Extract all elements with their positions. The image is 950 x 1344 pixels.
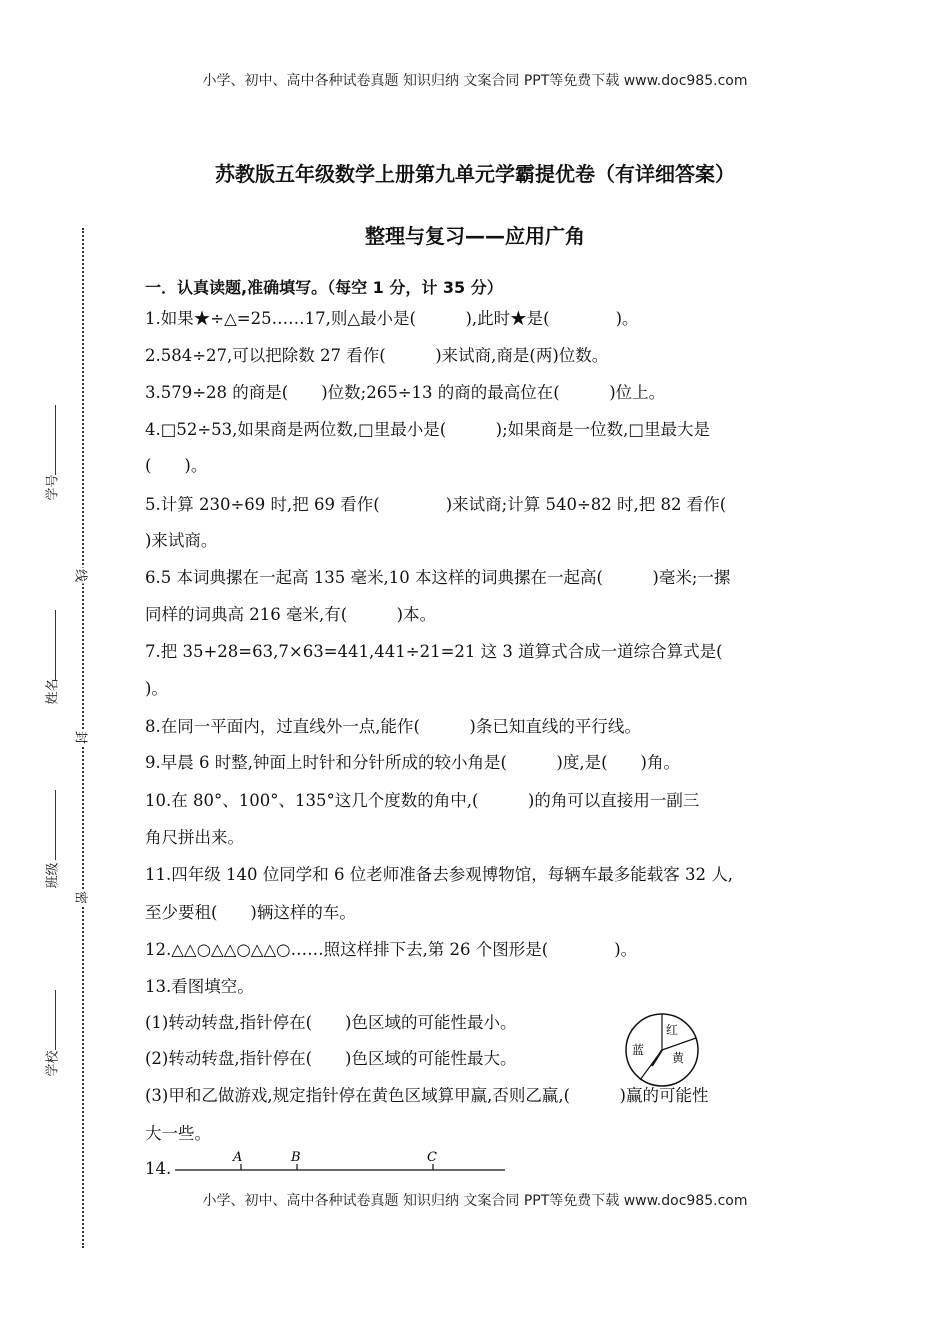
- cut-mark-line: 线: [73, 568, 92, 584]
- cut-mark-secret: 密: [73, 890, 92, 906]
- question-2: 2.584÷27,可以把除数 27 看作( )来试商,商是(两)位数。: [145, 346, 609, 365]
- line-diagram: [175, 1148, 515, 1188]
- spinner-divider-right: [662, 1038, 696, 1050]
- field-line-name: [55, 610, 56, 680]
- question-9: 9.早晨 6 时整,钟面上时针和分针所成的较小角是( )度,是( )角。: [145, 753, 680, 772]
- question-10-cont: 角尺拼出来。: [145, 828, 244, 847]
- question-6: 6.5 本词典摞在一起高 135 毫米,10 本这样的词典摞在一起高( )毫米;一摞: [145, 568, 731, 587]
- question-3: 3.579÷28 的商是( )位数;265÷13 的商的最高位在( )位上。: [145, 383, 666, 402]
- section-heading: 一．认真读题,准确填写。（每空 1 分，计 35 分）: [145, 278, 503, 297]
- question-6-cont: 同样的词典高 216 毫米,有( )本。: [145, 605, 437, 624]
- field-label-student-id: 学号: [45, 474, 61, 501]
- question-5: 5.计算 230÷69 时,把 69 看作( )来试商;计算 540÷82 时,把 82 看作(: [145, 495, 727, 514]
- question-1: 1.如果★÷△=25……17,则△最小是( ),此时★是( )。: [145, 309, 639, 328]
- question-10: 10.在 80°、100°、135°这几个度数的角中,( )的角可以直接用一副三: [145, 791, 700, 810]
- question-11-cont: 至少要租( )辆这样的车。: [145, 903, 356, 922]
- page-title: 苏教版五年级数学上册第九单元学霸提优卷（有详细答案）: [215, 162, 735, 186]
- question-13-3-cont: 大一些。: [145, 1124, 211, 1143]
- question-11: 11.四年级 140 位同学和 6 位老师准备去参观博物馆，每辆车最多能载客 32 人,: [145, 865, 733, 884]
- field-label-class: 班级: [45, 862, 61, 889]
- spinner-label-red: 红: [666, 1023, 679, 1037]
- question-4: 4.□52÷53,如果商是两位数,□里最小是( );如果商是一位数,□里最大是: [145, 420, 710, 439]
- point-label-a: A: [233, 1150, 243, 1165]
- field-label-name: 姓名: [45, 678, 61, 705]
- question-8: 8.在同一平面内，过直线外一点,能作( )条已知直线的平行线。: [145, 717, 641, 736]
- spinner-label-blue: 蓝: [632, 1043, 645, 1057]
- point-label-b: B: [291, 1150, 301, 1165]
- page-subtitle: 整理与复习——应用广角: [365, 224, 585, 248]
- question-7: 7.把 35+28=63,7×63=441,441÷21=21 这 3 道算式合成一道综合算式是(: [145, 642, 723, 661]
- page-header: 小学、初中、高中各种试卷真题 知识归纳 文案合同 PPT等免费下载 www.doc985.com: [202, 73, 748, 89]
- question-14: 14.: [145, 1159, 172, 1178]
- cut-mark-seal: 封: [73, 730, 92, 746]
- question-12: 12.△△○△△○△△○……照这样排下去,第 26 个图形是( )。: [145, 940, 638, 959]
- question-13-1: (1)转动转盘,指针停在( )色区域的可能性最小。: [145, 1013, 517, 1032]
- field-line-school: [55, 990, 56, 1050]
- question-4-cont: ( )。: [145, 456, 208, 475]
- spinner-diagram: [622, 1010, 702, 1090]
- question-13-2: (2)转动转盘,指针停在( )色区域的可能性最大。: [145, 1049, 517, 1068]
- spinner-pointer: [652, 1050, 662, 1066]
- point-label-c: C: [427, 1150, 437, 1165]
- question-7-cont: )。: [145, 679, 168, 698]
- question-13: 13.看图填空。: [145, 977, 254, 996]
- field-label-school: 学校: [45, 1050, 61, 1077]
- page-footer: 小学、初中、高中各种试卷真题 知识归纳 文案合同 PPT等免费下载 www.doc985.com: [202, 1193, 748, 1209]
- field-line-class: [55, 790, 56, 860]
- field-line-student-id: [55, 405, 56, 475]
- spinner-label-yellow: 黄: [672, 1051, 685, 1065]
- question-5-cont: )来试商。: [145, 531, 218, 550]
- question-13-3: (3)甲和乙做游戏,规定指针停在黄色区域算甲赢,否则乙赢,( )赢的可能性: [145, 1086, 709, 1105]
